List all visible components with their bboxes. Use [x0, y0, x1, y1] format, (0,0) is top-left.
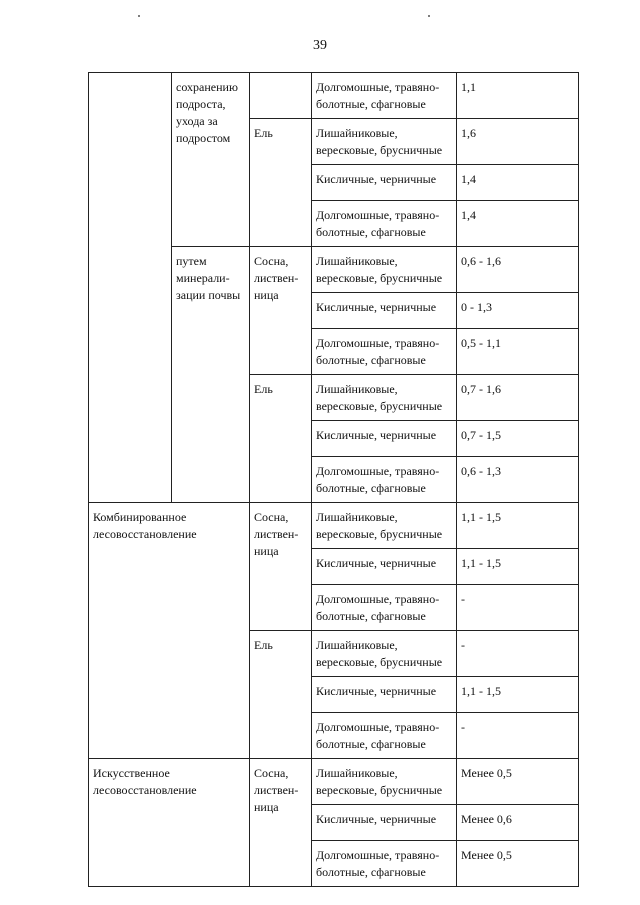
value-cell: 1,1 - 1,5 [457, 677, 579, 713]
forest-type-cell: Кисличные, черничные [312, 805, 457, 841]
forest-type-cell: Долгомошные, травяно-болотные, сфагновые [312, 585, 457, 631]
value-cell: 0,6 - 1,6 [457, 247, 579, 293]
table-row [89, 503, 579, 549]
forest-type-cell: Долгомошные, травяно-болотные, сфагновые [312, 841, 457, 887]
forest-type-cell: Лишайниковые, вересковые, брусничные [312, 759, 457, 805]
value-cell: 0 - 1,3 [457, 293, 579, 329]
forest-type-cell: Долгомошные, травяно-болотные, сфагновые [312, 73, 457, 119]
value-cell: 1,1 - 1,5 [457, 503, 579, 549]
value-cell: 1,1 [457, 73, 579, 119]
forest-type-cell: Кисличные, черничные [312, 165, 457, 201]
sub-method-cell: путем минерали-зации почвы [172, 247, 250, 503]
forest-type-cell: Долгомошные, травяно-болотные, сфагновые [312, 713, 457, 759]
forest-restoration-table [88, 72, 579, 887]
species-cell: Сосна, листвен-ница [250, 247, 312, 375]
scan-speck [428, 15, 430, 17]
method-cell: Искусственное лесовосстановление [89, 759, 250, 887]
value-cell: - [457, 631, 579, 677]
forest-type-cell: Долгомошные, травяно-болотные, сфагновые [312, 457, 457, 503]
value-cell: 0,5 - 1,1 [457, 329, 579, 375]
value-cell: 1,1 - 1,5 [457, 549, 579, 585]
value-cell: 0,6 - 1,3 [457, 457, 579, 503]
species-cell: Ель [250, 375, 312, 503]
forest-type-cell: Долгомошные, травяно-болотные, сфагновые [312, 329, 457, 375]
value-cell: Менее 0,6 [457, 805, 579, 841]
method-cell [89, 73, 172, 503]
forest-type-cell: Лишайниковые, вересковые, брусничные [312, 631, 457, 677]
forest-type-cell: Лишайниковые, вересковые, брусничные [312, 247, 457, 293]
value-cell: 0,7 - 1,6 [457, 375, 579, 421]
value-cell: 1,4 [457, 165, 579, 201]
sub-method-cell: сохранению подроста, ухода за подростом [172, 73, 250, 247]
value-cell: Менее 0,5 [457, 841, 579, 887]
species-cell: Ель [250, 631, 312, 759]
method-cell: Комбинированное лесовосстановление [89, 503, 250, 759]
value-cell: Менее 0,5 [457, 759, 579, 805]
species-cell [250, 73, 312, 119]
species-cell: Ель [250, 119, 312, 247]
value-cell: 1,4 [457, 201, 579, 247]
forest-type-cell: Кисличные, черничные [312, 421, 457, 457]
value-cell: - [457, 713, 579, 759]
forest-type-cell: Долгомошные, травяно-болотные, сфагновые [312, 201, 457, 247]
value-cell: 1,6 [457, 119, 579, 165]
forest-type-cell: Лишайниковые, вересковые, брусничные [312, 375, 457, 421]
species-cell: Сосна, листвен-ница [250, 503, 312, 631]
scan-speck [138, 15, 140, 17]
forest-type-cell: Кисличные, черничные [312, 293, 457, 329]
forest-type-cell: Лишайниковые, вересковые, брусничные [312, 503, 457, 549]
value-cell: - [457, 585, 579, 631]
forest-type-cell: Лишайниковые, вересковые, брусничные [312, 119, 457, 165]
table-row [89, 759, 579, 805]
table-row [89, 73, 579, 119]
species-cell: Сосна, листвен-ница [250, 759, 312, 887]
page-number: 39 [313, 38, 327, 53]
forest-type-cell: Кисличные, черничные [312, 549, 457, 585]
value-cell: 0,7 - 1,5 [457, 421, 579, 457]
forest-type-cell: Кисличные, черничные [312, 677, 457, 713]
